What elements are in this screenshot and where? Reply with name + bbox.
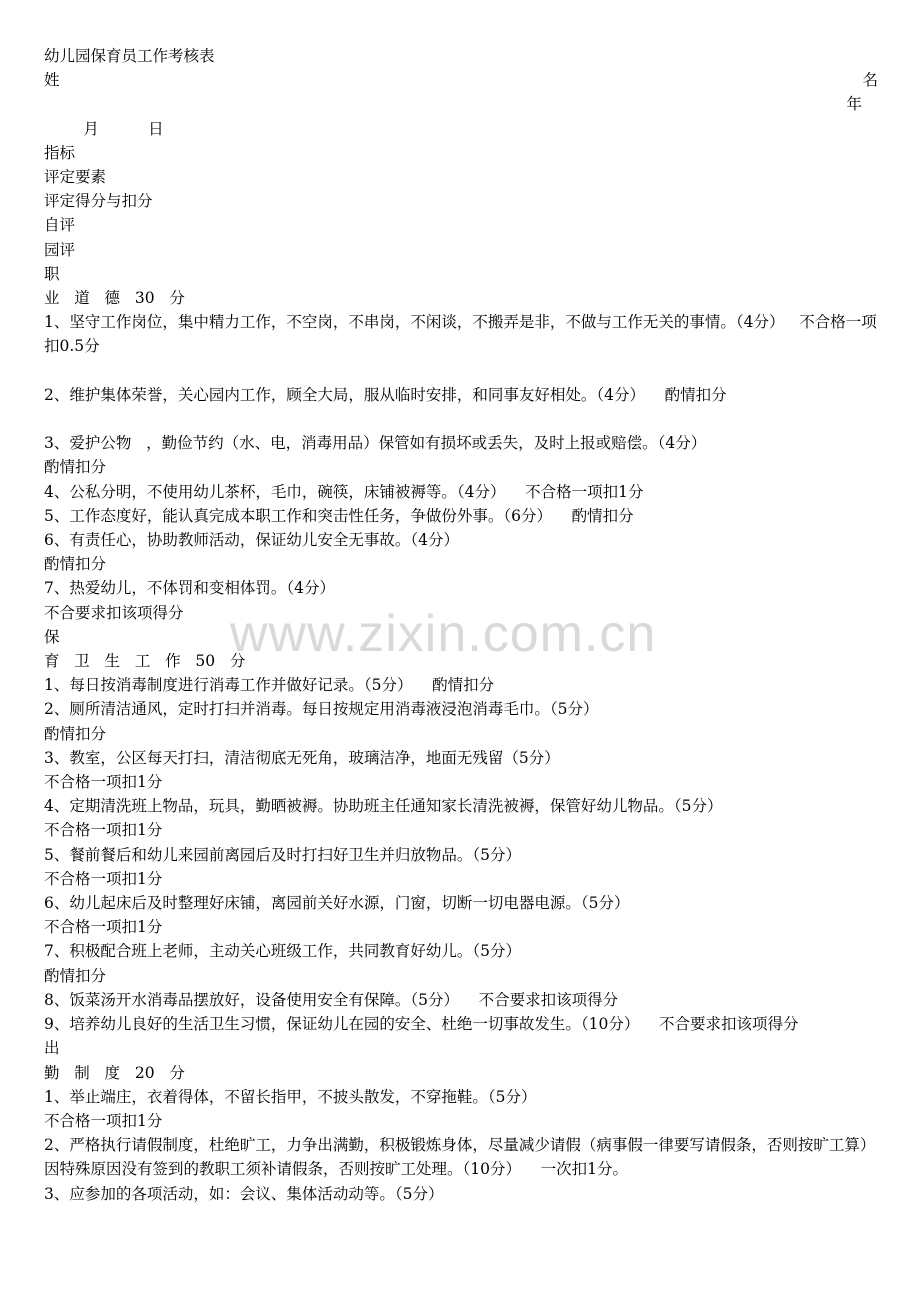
criterion-item: 9、培养幼儿良好的生活卫生习惯，保证幼儿在园的安全、杜绝一切事故发生。（10分） 不合要求扣该项得分 <box>44 1015 799 1034</box>
criterion-item: 8、饭菜汤开水消毒品摆放好，设备使用安全有保障。（5分） 不合要求扣该项得分 <box>44 990 619 1009</box>
criterion-item: 5、餐前餐后和幼儿来园前离园后及时打扫好卫生并归放物品。（5分） <box>44 845 521 864</box>
section-heading: 业 道 德 30 分 <box>44 289 185 308</box>
column-self-eval: 自评 <box>44 216 76 235</box>
deduction-note: 不合格一项扣1分 <box>44 773 163 792</box>
deduction-note: 酌情扣分 <box>44 966 107 985</box>
criterion-item: 7、积极配合班上老师，主动关心班级工作，共同教育好幼儿。（5分） <box>44 942 521 961</box>
deduction-note: 不合要求扣该项得分 <box>44 603 184 622</box>
deduction-note: 不合格一项扣1分 <box>44 1111 163 1130</box>
name-label-right: 名 <box>862 71 878 90</box>
deduction-note: 酌情扣分 <box>44 724 107 743</box>
criterion-item: 3、爱护公物 ，勤俭节约（水、电，消毒用品）保管如有损坏或丢失，及时上报或赔偿。（4分） <box>44 434 707 453</box>
criterion-item: 4、公私分明，不使用幼儿茶杯，毛巾，碗筷，床铺被褥等。（4分） 不合格一项扣1分 <box>44 482 644 501</box>
criterion-item: 2、维护集体荣誉，关心园内工作，顾全大局，服从临时安排，和同事友好相处。（4分） 酌情扣分 <box>44 385 727 404</box>
month-day-label: 月 日 <box>44 119 164 138</box>
year-label: 年 <box>846 95 862 114</box>
deduction-note: 酌情扣分 <box>44 458 107 477</box>
criterion-item: 6、有责任心，协助教师活动，保证幼儿安全无事故。（4分） <box>44 531 459 550</box>
criterion-item: 1、举止端庄，衣着得体，不留长指甲，不披头散发，不穿拖鞋。（5分） <box>44 1087 537 1106</box>
column-school-eval: 园评 <box>44 240 76 259</box>
name-row <box>44 68 878 92</box>
column-score: 评定得分与扣分 <box>44 192 153 211</box>
section-attendance <box>44 1036 878 1205</box>
document-page <box>44 44 878 1206</box>
section-head-char: 保 <box>44 627 60 646</box>
watermark-text: www.zixin.com.cn <box>230 605 657 663</box>
name-label-left: 姓 <box>44 71 60 90</box>
deduction-note: 不合格一项扣1分 <box>44 918 163 937</box>
section-ethics <box>44 262 878 625</box>
section-care-hygiene <box>44 625 878 1036</box>
criterion-item: 2、严格执行请假制度，杜绝旷工，力争出满勤，积极锻炼身体，尽量减少请假（病事假一律要写请假条，否则按旷工算）因特殊原因没有签到的教职工须补请假条，否则按旷工处理。（10分） 一次扣1分。 <box>44 1136 876 1179</box>
section-heading: 育 卫 生 工 作 50 分 <box>44 652 246 671</box>
criterion-item: 5、工作态度好，能认真完成本职工作和突击性任务，争做份外事。（6分） 酌情扣分 <box>44 506 634 525</box>
column-criteria: 评定要素 <box>44 168 107 187</box>
criterion-item: 1、每日按消毒制度进行消毒工作并做好记录。（5分） 酌情扣分 <box>44 676 495 695</box>
criterion-item: 7、热爱幼儿，不体罚和变相体罚。（4分） <box>44 579 335 598</box>
criterion-item: 1、坚守工作岗位，集中精力工作，不空岗，不串岗，不闲谈，不搬弄是非，不做与工作无关的事情。（4分） 不合格一项扣0.5分 <box>44 313 877 356</box>
deduction-note: 酌情扣分 <box>44 555 107 574</box>
criterion-item: 6、幼儿起床后及时整理好床铺，离园前关好水源，门窗，切断一切电器电源。（5分） <box>44 894 630 913</box>
criterion-item: 4、定期清洗班上物品，玩具，勤晒被褥。协助班主任通知家长清洗被褥，保管好幼儿物品。（5分） <box>44 797 723 816</box>
section-head-char: 出 <box>44 1039 60 1058</box>
deduction-note: 不合格一项扣1分 <box>44 869 163 888</box>
criterion-item: 2、厕所清洁通风，定时打扫并消毒。每日按规定用消毒液浸泡消毒毛巾。（5分） <box>44 700 599 719</box>
section-head-char: 职 <box>44 264 60 283</box>
criterion-item: 3、应参加的各项活动，如：会议、集体活动动等。（5分） <box>44 1184 444 1203</box>
deduction-note: 不合格一项扣1分 <box>44 821 163 840</box>
column-indicator: 指标 <box>44 143 76 162</box>
criterion-item: 3、教室，公区每天打扫，清洁彻底无死角，玻璃洁净，地面无残留（5分） <box>44 748 560 767</box>
section-heading: 勤 制 度 20 分 <box>44 1063 185 1082</box>
document-title: 幼儿园保育员工作考核表 <box>44 47 215 65</box>
